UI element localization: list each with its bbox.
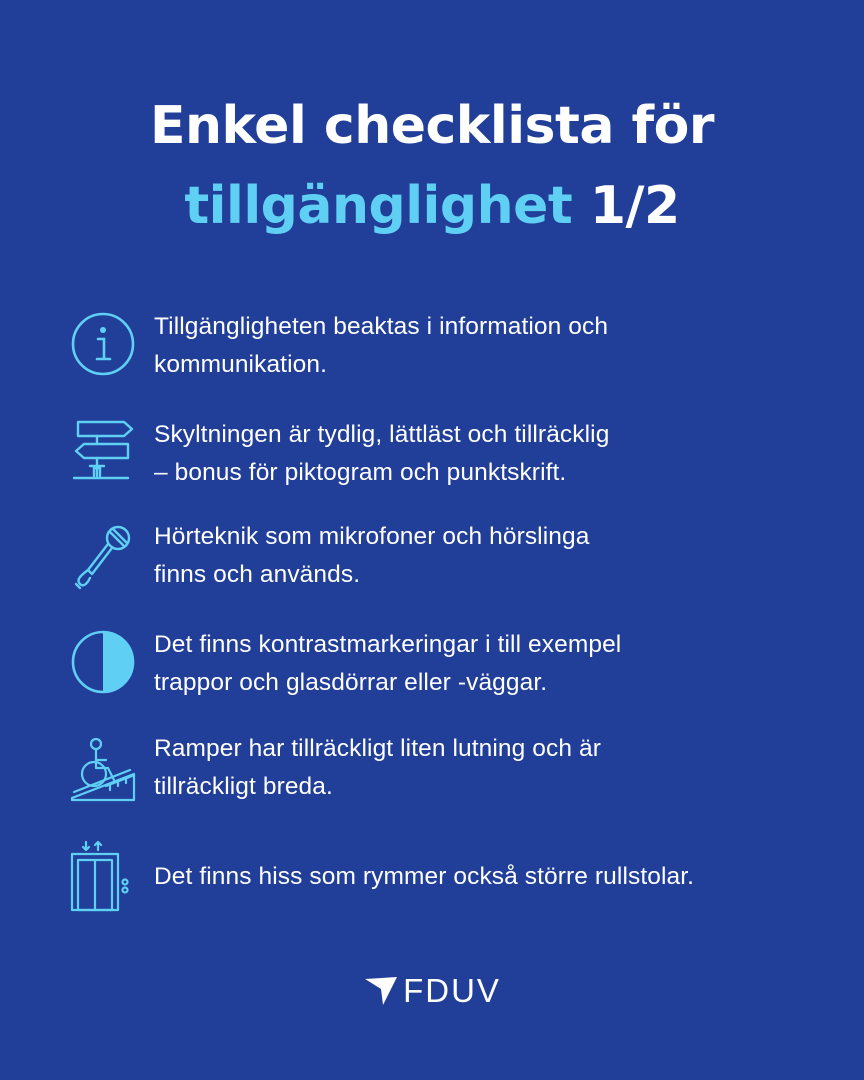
wheelchair-ramp-icon <box>70 734 138 806</box>
fduv-bird-icon <box>363 973 399 1009</box>
checklist-item-text: Ramper har tillräckligt liten lutning och är tillräckligt breda. <box>154 735 601 800</box>
microphone-icon <box>70 520 138 592</box>
page-title <box>0 86 864 246</box>
contrast-icon <box>70 626 138 698</box>
title-line-2-rest: 1/2 <box>572 176 680 236</box>
checklist-item <box>70 840 830 924</box>
checklist-item-text: Tillgängligheten beaktas i information och kommunikation. <box>154 313 609 378</box>
title-accent: tillgänglighet <box>184 176 573 236</box>
checklist-item-text: Hörteknik som mikrofoner och hörslinga finns och används. <box>154 523 590 588</box>
checklist-item <box>70 520 830 604</box>
checklist-item <box>70 626 830 710</box>
checklist-item <box>70 308 830 392</box>
checklist-item-text: Skyltningen är tydlig, lättläst och tillräcklig – bonus för piktogram och punktskrift. <box>154 421 610 486</box>
checklist-item <box>70 734 830 818</box>
checklist-item-text: Det finns kontrastmarkeringar i till exempel trappor och glasdörrar eller -väggar. <box>154 631 622 696</box>
checklist-item <box>70 414 830 498</box>
title-line-1: Enkel checklista för <box>149 96 715 156</box>
checklist-item-text: Det finns hiss som rymmer också större rullstolar. <box>154 863 695 890</box>
elevator-icon <box>70 840 138 912</box>
info-icon <box>70 308 138 380</box>
fduv-logo <box>0 972 864 1010</box>
signpost-icon <box>70 414 138 486</box>
logo-text: FDUV <box>403 972 501 1009</box>
